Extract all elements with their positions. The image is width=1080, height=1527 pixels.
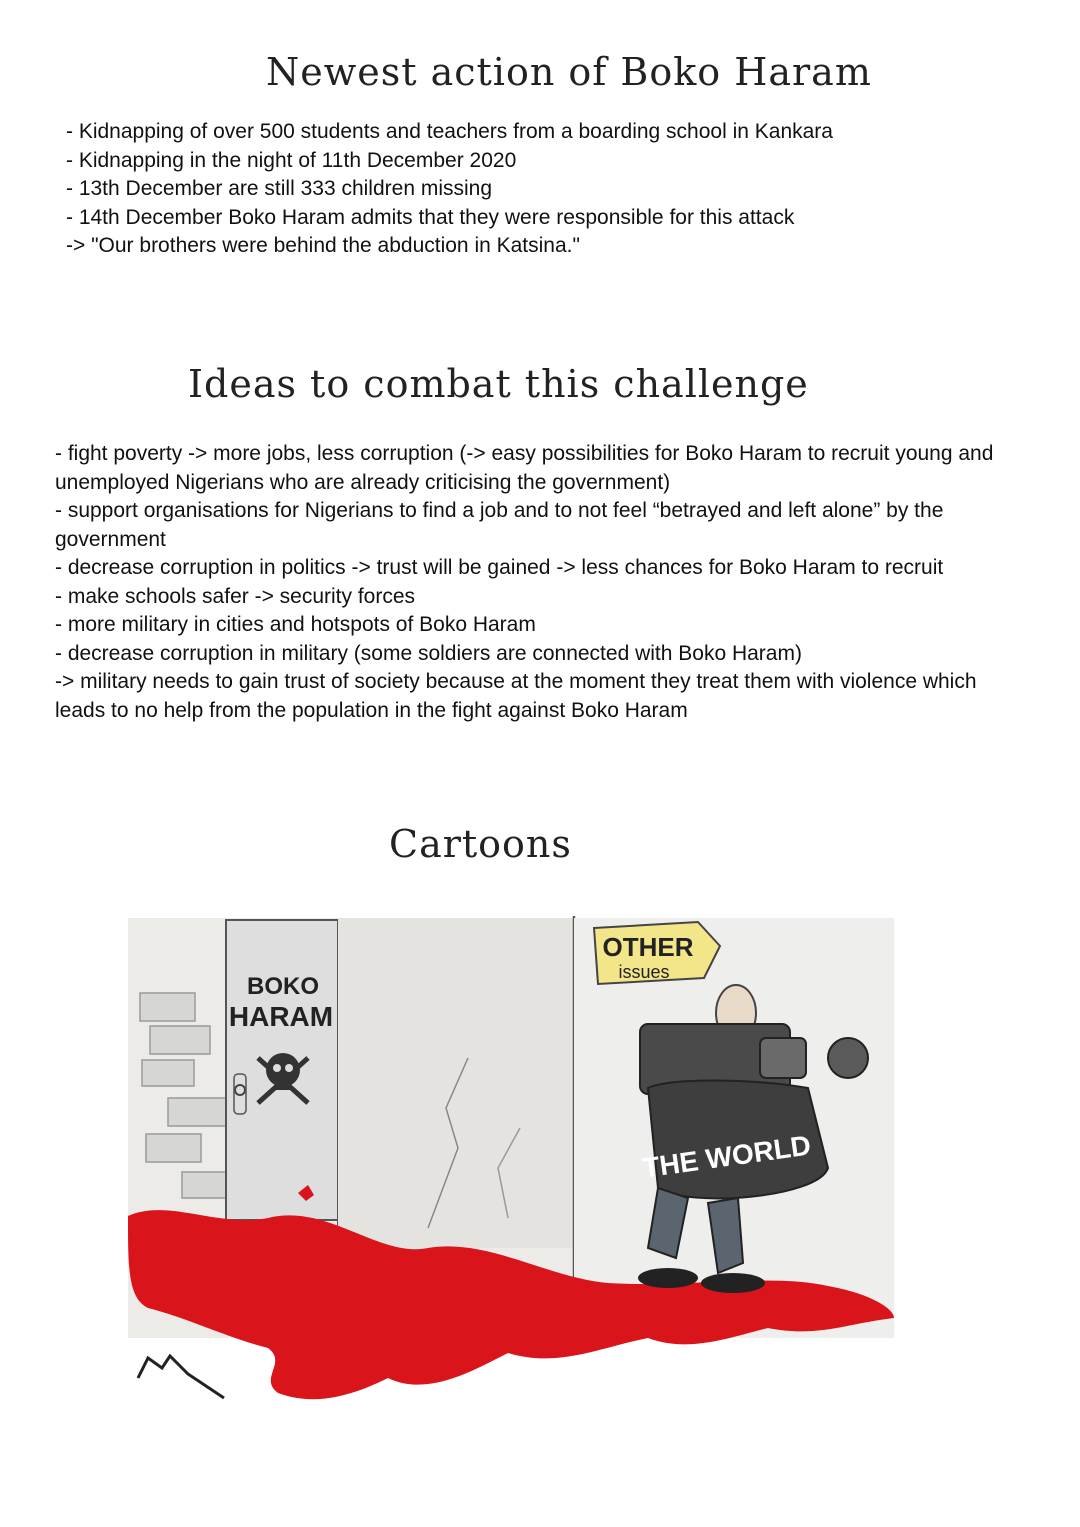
list-item: - decrease corruption in politics -> trust will be gained -> less chances for Boko Haram to recruit bbox=[55, 556, 944, 579]
list-item: - Kidnapping in the night of 11th December 2020 bbox=[66, 148, 517, 172]
artist-signature bbox=[138, 1356, 224, 1398]
section-title-ideas: Ideas to combat this challenge bbox=[188, 362, 809, 406]
list-item: - make schools safer -> security forces bbox=[55, 584, 416, 608]
list-item: - Kidnapping of over 500 students and teachers from a boarding school in Kankara bbox=[66, 120, 833, 143]
cartoon-illustration bbox=[128, 898, 894, 1418]
list-item: - decrease corruption in military (some soldiers are connected with Boko Haram) bbox=[55, 641, 802, 665]
list-item: - more military in cities and hotspots of Boko Haram bbox=[55, 613, 536, 636]
sign-line2: issues bbox=[618, 962, 670, 982]
list-item: -> "Our brothers were behind the abduction in Katsina." bbox=[66, 234, 580, 257]
ideas-list bbox=[55, 440, 995, 725]
section-title-cartoons: Cartoons bbox=[389, 822, 572, 866]
list-item: -> military needs to gain trust of society because at the moment they treat them with violence which leads to no help from the population in the fight against Boko Haram bbox=[55, 670, 977, 722]
newest-action-list bbox=[66, 118, 866, 261]
section-title-newest-action: Newest action of Boko Haram bbox=[266, 50, 872, 94]
other-issues-sign bbox=[594, 922, 720, 984]
list-item: - 13th December are still 333 children missing bbox=[66, 177, 493, 200]
sign-line1: OTHER bbox=[602, 932, 694, 962]
wall-panel bbox=[338, 918, 574, 1248]
door-label-line2: HARAM bbox=[228, 1001, 334, 1032]
door-label-line1: BOKO bbox=[247, 973, 319, 1000]
jacket-label: THE WORLD bbox=[640, 1129, 813, 1184]
list-item: - support organisations for Nigerians to find a job and to not feel “betrayed and left alone” by the government bbox=[55, 499, 944, 551]
list-item: - 14th December Boko Haram admits that they were responsible for this attack bbox=[66, 205, 795, 229]
list-item: - fight poverty -> more jobs, less corruption (-> easy possibilities for Boko Haram to recruit young and unemployed Nigerians who are already criticising the government) bbox=[55, 442, 994, 494]
